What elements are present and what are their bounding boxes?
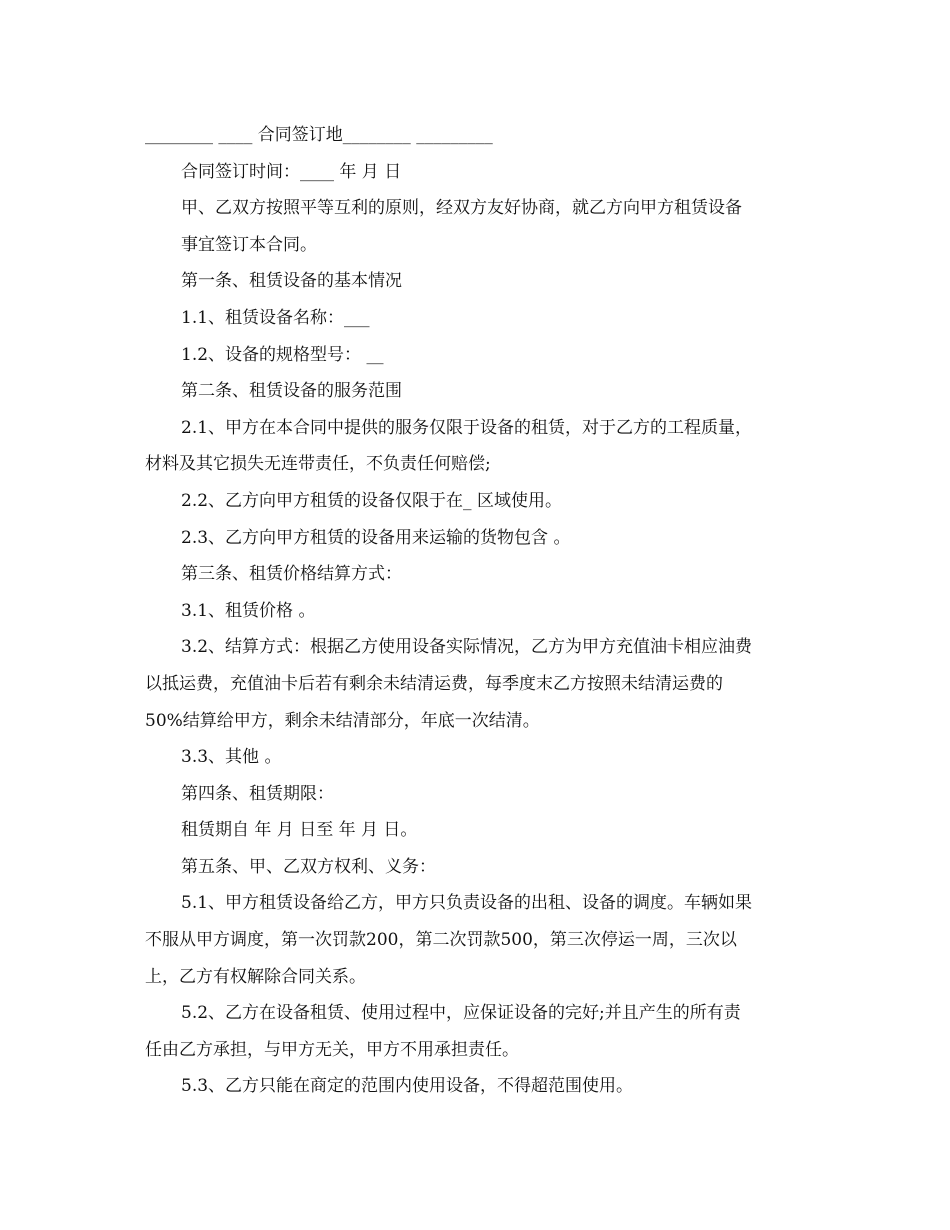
clause-2-1-line-1: 2.1、甲方在本合同中提供的服务仅限于设备的租赁，对于乙方的工程质量， bbox=[181, 417, 753, 438]
clause-5-1-line-1: 5.1、甲方租赁设备给乙方，甲方只负责设备的出租、设备的调度。车辆如果 bbox=[181, 893, 753, 914]
article-3-heading: 第三条、租赁价格结算方式： bbox=[181, 564, 402, 585]
clause-5-2-line-2: 任由乙方承担，与甲方无关，甲方不用承担责任。 bbox=[145, 1039, 519, 1060]
clause-1-2: 1.2、设备的规格型号： __ bbox=[181, 344, 384, 365]
clause-3-2-line-3: 50%结算给甲方，剩余未结清部分，年底一次结清。 bbox=[145, 710, 540, 731]
article-5-heading: 第五条、甲、乙双方权利、义务： bbox=[181, 856, 436, 877]
clause-1-1: 1.1、租赁设备名称：___ bbox=[181, 307, 370, 328]
clause-3-2-line-1: 3.2、结算方式：根据乙方使用设备实际情况，乙方为甲方充值油卡相应油费 bbox=[181, 637, 753, 658]
clause-3-3: 3.3、其他 。 bbox=[181, 747, 282, 768]
signing-place-line: ________ ____ 合同签订地________ _________ bbox=[145, 125, 493, 145]
lease-term-line: 租赁期自 年 月 日至 年 月 日。 bbox=[181, 820, 418, 841]
clause-5-1-line-3: 上，乙方有权解除合同关系。 bbox=[145, 966, 366, 987]
clause-5-3: 5.3、乙方只能在商定的范围内使用设备，不得超范围使用。 bbox=[181, 1076, 634, 1097]
preamble-line-2: 事宜签订本合同。 bbox=[181, 234, 317, 255]
clause-2-2: 2.2、乙方向甲方租赁的设备仅限于在_ 区域使用。 bbox=[181, 490, 562, 511]
clause-2-3: 2.3、乙方向甲方租赁的设备用来运输的货物包含 。 bbox=[181, 527, 571, 548]
clause-5-2-line-1: 5.2、乙方在设备租赁、使用过程中，应保证设备的完好;并且产生的所有责 bbox=[181, 1003, 741, 1024]
preamble-line-1: 甲、乙双方按照平等互利的原则，经双方友好协商，就乙方向甲方租赁设备 bbox=[181, 198, 742, 219]
clause-3-1: 3.1、租赁价格 。 bbox=[181, 600, 316, 621]
article-2-heading: 第二条、租赁设备的服务范围 bbox=[181, 381, 402, 402]
article-1-heading: 第一条、租赁设备的基本情况 bbox=[181, 271, 402, 292]
article-4-heading: 第四条、租赁期限： bbox=[181, 783, 334, 804]
clause-5-1-line-2: 不服从甲方调度，第一次罚款200，第二次罚款500，第三次停运一周，三次以 bbox=[145, 930, 737, 951]
signing-time-line: 合同签订时间：____ 年 月 日 bbox=[181, 161, 402, 182]
contract-body bbox=[145, 117, 810, 1105]
clause-3-2-line-2: 以抵运费，充值油卡后若有剩余未结清运费，每季度末乙方按照未结清运费的 bbox=[145, 673, 723, 694]
clause-2-1-line-2: 材料及其它损失无连带责任，不负责任何赔偿; bbox=[145, 454, 491, 475]
